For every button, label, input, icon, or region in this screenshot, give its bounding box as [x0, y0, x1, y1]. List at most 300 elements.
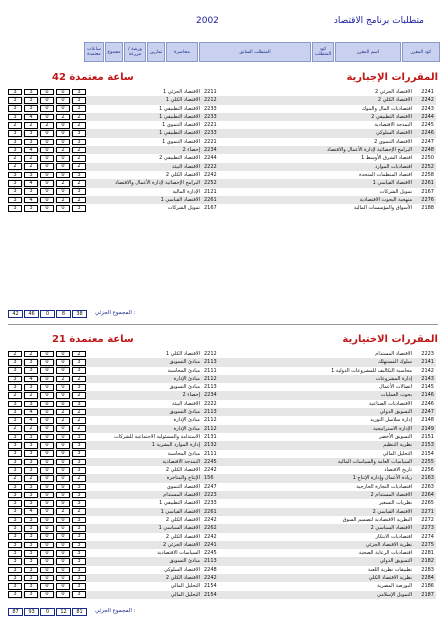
hours-cell: 3 [24, 434, 38, 441]
prereq-code: 2154 [204, 583, 217, 590]
hours-cell: 0 [56, 575, 70, 582]
hours-cell: 2 [8, 392, 22, 399]
hours-cell: 0 [56, 172, 70, 179]
table-row [8, 474, 436, 482]
course-code: 2255 [421, 458, 434, 465]
hours-cell: 0 [40, 508, 54, 515]
course-code: 2275 [421, 541, 434, 548]
course-code: 2154 [421, 450, 434, 457]
hours-cell: 0 [56, 205, 70, 212]
table-row [8, 524, 436, 532]
hours-cell: 3 [8, 197, 22, 204]
course-name: اقتصاديات الرعاية الصحية [358, 550, 412, 557]
course-code: 2182 [421, 558, 434, 565]
prereq-name: الاقتصاد المستدام [163, 492, 200, 499]
hours-cell: 3 [24, 367, 38, 374]
hours-cell: 2 [8, 155, 22, 162]
prereq-code: 2112 [204, 417, 217, 424]
prereq-code: 2262 [204, 525, 217, 532]
hours-cell: 2 [72, 114, 86, 121]
table-row [8, 138, 436, 146]
hours-cell: 4 [24, 508, 38, 515]
hours-cell: 0 [40, 351, 54, 358]
prereq-code: 156 [204, 475, 214, 482]
hours-cell: 0 [56, 492, 70, 499]
prereq-name: الإنتاج والمتاجرة [166, 475, 200, 482]
hours-cell: 3 [72, 517, 86, 524]
hours-cell: 3 [24, 359, 38, 366]
hours-cell: 3 [24, 450, 38, 457]
hours-cell: 2 [56, 508, 70, 515]
course-code: 2272 [421, 516, 434, 523]
elective-credits-label: ساعة معتمدة [69, 334, 134, 345]
prereq-name: الإدارة المالية [172, 188, 200, 195]
prereq-name: مبادئ التسويق [169, 384, 200, 391]
table-row [8, 458, 436, 466]
hours-cell: 3 [24, 384, 38, 391]
hours-cell: 3 [8, 484, 22, 491]
prereq-code: 2247 [204, 483, 217, 490]
prereq-name: إحصاء 2 [182, 147, 200, 154]
hours-cell: 2 [8, 351, 22, 358]
prereq-code: 2113 [204, 384, 217, 391]
table-row [8, 204, 436, 212]
prereq-code: 2121 [204, 188, 217, 195]
course-code: 2283 [421, 566, 434, 573]
elective-credits-number: 21 [52, 334, 66, 345]
table-row [8, 516, 436, 524]
hours-cell: 0 [56, 163, 70, 170]
hours-cell: 0 [40, 500, 54, 507]
course-code: 2163 [421, 475, 434, 482]
course-code: 2263 [421, 483, 434, 490]
hours-cell: 0 [56, 583, 70, 590]
course-name: اقتصاديات الموارد [374, 163, 412, 170]
prereq-code: 2244 [204, 155, 217, 162]
hours-cell: 3 [8, 467, 22, 474]
prereq-code: 2131 [204, 433, 217, 440]
hours-cell: 3 [24, 188, 38, 195]
prereq-code: 2212 [204, 97, 217, 104]
hours-cell: 3 [8, 525, 22, 532]
hours-cell: 3 [8, 188, 22, 195]
hours-cell: 0 [56, 359, 70, 366]
hours-cell: 0 [56, 542, 70, 549]
hours-cell: 0 [40, 492, 54, 499]
table-row [8, 350, 436, 358]
table-row [8, 441, 436, 449]
column-header-prereq-name: المتطلب السابق [199, 42, 311, 62]
prereq-name: مبادئ التسويق [169, 359, 200, 366]
hours-cell: 0 [40, 550, 54, 557]
hours-cell: 3 [72, 89, 86, 96]
course-name: السياسات العامة والسياسات المالية [337, 458, 412, 465]
hours-cell: 3 [24, 139, 38, 146]
course-name: إدارة المشروعات [375, 375, 412, 382]
course-code: 2265 [421, 500, 434, 507]
column-header-credit-hours: ساعات معتمدة [84, 42, 104, 62]
hours-cell: 3 [8, 205, 22, 212]
table-row [8, 121, 436, 129]
hours-cell: 0 [56, 450, 70, 457]
course-code: 2188 [421, 205, 434, 212]
table-row [8, 574, 436, 582]
hours-cell: 3 [24, 525, 38, 532]
elective-credits [52, 334, 134, 345]
course-code: 2261 [421, 180, 434, 187]
prereq-code: 2233 [204, 130, 217, 137]
course-code: 2258 [421, 171, 434, 178]
hours-cell: 3 [24, 459, 38, 466]
hours-cell: 0 [56, 442, 70, 449]
prereq-name: الاقتصاد الكلي 1 [165, 351, 200, 357]
table-row [8, 533, 436, 541]
hours-cell: 3 [24, 533, 38, 540]
course-code: 2247 [421, 409, 434, 416]
table-row [8, 466, 436, 474]
course-name: التمويل الإسلامي [377, 591, 412, 598]
hours-cell: 3 [24, 591, 38, 598]
hours-cell: 0 [40, 475, 54, 482]
hours-cell: 3 [8, 147, 22, 154]
prereq-name: الاقتصاد التطبيقي 1 [159, 105, 200, 112]
hours-cell: 2 [56, 147, 70, 154]
prereq-code: 2233 [204, 113, 217, 120]
course-name: الاقتصاد القياسي 1 [372, 180, 412, 187]
course-code: 2284 [421, 575, 434, 582]
course-name: البرامج الإحصائية لإدارة الأعمال والاقتصاد [326, 147, 412, 154]
hours-cell: 3 [72, 139, 86, 146]
hours-cell: 0 [56, 459, 70, 466]
prereq-code: 2211 [204, 89, 217, 95]
hours-cell: 4 [24, 147, 38, 154]
column-header-bar [38, 42, 440, 62]
course-name: الاقتصاد المستدام [375, 351, 412, 357]
prereq-name: مبادئ الإدارة [173, 417, 200, 424]
prereq-code: 2112 [204, 425, 217, 432]
prereq-code: 2245 [204, 550, 217, 557]
hours-cell: 3 [72, 550, 86, 557]
course-code: 2142 [421, 367, 434, 374]
hours-cell: 0 [40, 409, 54, 416]
prereq-name: تمويل الشركات [167, 205, 200, 212]
hours-cell: 0 [40, 517, 54, 524]
hours-cell: 0 [56, 384, 70, 391]
hours-cell: 2 [72, 409, 86, 416]
prereq-code: 2132 [204, 442, 217, 449]
prereq-name: الاقتصاد التطبيقي 1 [159, 500, 200, 507]
hours-cell: 3 [8, 359, 22, 366]
course-name: البورصة المصرية [377, 583, 412, 590]
hours-cell: 3 [72, 467, 86, 474]
prereq-name: الاقتصاد التطبيقي 2 [159, 155, 200, 162]
prereq-code: 2242 [204, 467, 217, 474]
hours-cell: 3 [24, 130, 38, 137]
course-name: ريادة الأعمال وإدارة الإنتاج 1 [352, 475, 412, 482]
hours-cell: 0 [40, 197, 54, 204]
hours-cell: 0 [40, 459, 54, 466]
prereq-name: مبادئ الإدارة [173, 375, 200, 382]
table-row [8, 375, 436, 383]
prereq-name: الاقتصاد الجزئي 2 [162, 541, 200, 548]
prereq-code: 2242 [204, 516, 217, 523]
hours-cell: 0 [56, 567, 70, 574]
hours-cell: 3 [8, 409, 22, 416]
subtotal-value: 0 [40, 310, 55, 318]
prereq-name: الاقتصاد الجزئي 1 [162, 89, 200, 95]
hours-cell: 0 [40, 442, 54, 449]
hours-cell: 3 [24, 575, 38, 582]
hours-cell: 0 [40, 525, 54, 532]
hours-cell: 0 [56, 155, 70, 162]
hours-cell: 3 [8, 139, 22, 146]
course-name: الاقتصاد التطبيقي 2 [371, 113, 412, 120]
course-code: 2271 [421, 508, 434, 515]
prereq-code: 2222 [204, 400, 217, 407]
table-row [8, 196, 436, 204]
hours-cell: 2 [40, 122, 54, 129]
prereq-code: 2261 [204, 508, 217, 515]
hours-cell: 0 [56, 434, 70, 441]
prereq-name: الاقتصاد الكلي 2 [165, 467, 200, 474]
hours-cell: 3 [8, 401, 22, 408]
hours-cell: 0 [40, 89, 54, 96]
hours-cell: 0 [40, 139, 54, 146]
hours-cell: 3 [8, 376, 22, 383]
hours-cell: 3 [72, 434, 86, 441]
table-row [8, 400, 436, 408]
hours-cell: 0 [40, 114, 54, 121]
course-code: 2246 [421, 400, 434, 407]
subtotal-value: 42 [8, 310, 23, 318]
course-code: 2223 [421, 351, 434, 357]
hours-cell: 3 [72, 130, 86, 137]
course-name: الاقتصاد الجزئي 2 [374, 89, 412, 95]
hours-cell: 2 [8, 122, 22, 129]
elective-subtotal-row [0, 608, 446, 617]
prereq-code: 2248 [204, 566, 217, 573]
prereq-code: 2245 [204, 458, 217, 465]
hours-cell: 3 [72, 558, 86, 565]
course-code: 2246 [421, 130, 434, 137]
hours-cell: 0 [56, 367, 70, 374]
course-code: 2167 [421, 188, 434, 195]
hours-cell: 3 [8, 434, 22, 441]
table-row [8, 582, 436, 590]
prereq-code: 2222 [204, 163, 217, 170]
prereq-name: الاقتصاد البيئة [172, 400, 200, 407]
hours-cell: 0 [40, 558, 54, 565]
table-row [8, 383, 436, 391]
hours-cell: 3 [72, 442, 86, 449]
course-code: 2276 [421, 196, 434, 203]
prereq-code: 2234 [204, 392, 217, 399]
course-code: 2247 [421, 138, 434, 145]
course-name: بحوث العمليات [380, 392, 412, 399]
table-row [8, 425, 436, 433]
prereq-name: الاقتصاد السلوكي [164, 566, 200, 573]
prereq-name: السياسات الاقتصادية [157, 550, 200, 557]
hours-cell: 3 [72, 500, 86, 507]
hours-cell: 3 [8, 97, 22, 104]
elective-section-title: المقررات الاختيارية [342, 334, 438, 345]
hours-cell: 3 [24, 484, 38, 491]
table-row [8, 450, 436, 458]
course-name: الأسواق والمؤسسات المالية [353, 205, 412, 212]
hours-cell: 0 [56, 517, 70, 524]
hours-cell: 3 [24, 97, 38, 104]
hours-cell: 3 [24, 401, 38, 408]
course-name: اقتصاديات المال والبنوك [361, 105, 412, 112]
hours-cell: 3 [24, 583, 38, 590]
hours-cell: 3 [24, 89, 38, 96]
mandatory-subtotal-label: المجموع الجزئي : [95, 310, 136, 316]
hours-cell: 0 [40, 484, 54, 491]
prereq-name: إدارة الموارد البشرية 1 [151, 442, 200, 449]
subtotal-value: 8 [56, 310, 71, 318]
course-code: 2146 [421, 392, 434, 399]
prereq-name: الاقتصاد الكلي 2 [165, 533, 200, 540]
prereq-name: مبادئ المحاسبة [167, 450, 200, 457]
hours-cell: 2 [72, 351, 86, 358]
hours-cell: 3 [24, 105, 38, 112]
hours-cell: 4 [24, 197, 38, 204]
course-code: 2245 [421, 122, 434, 129]
hours-cell: 2 [72, 180, 86, 187]
course-code: 2256 [421, 467, 434, 474]
course-name: الاقتصاد القياسي 2 [372, 508, 412, 515]
prereq-code: 2154 [204, 591, 217, 598]
hours-cell: 0 [40, 450, 54, 457]
section-divider [8, 324, 438, 325]
course-code: 2153 [421, 442, 434, 449]
hours-cell: 4 [24, 376, 38, 383]
hours-cell: 0 [56, 591, 70, 598]
prereq-name: الاقتصاد القياسي 1 [160, 508, 200, 515]
prereq-code: 2223 [204, 492, 217, 499]
prereq-name: الاقتصاد التطبيقي 1 [159, 113, 200, 120]
subtotal-value: 0 [40, 608, 55, 616]
hours-cell: 0 [56, 401, 70, 408]
hours-cell: 0 [40, 384, 54, 391]
subtotal-value: 87 [8, 608, 23, 616]
prereq-name: الاقتصاد التنموي 1 [162, 138, 200, 145]
hours-cell: 3 [24, 500, 38, 507]
hours-cell: 0 [56, 130, 70, 137]
table-row [8, 491, 436, 499]
prereq-name: مبادئ التسويق [169, 558, 200, 565]
table-row [8, 129, 436, 137]
course-name: اتصالات الأعمال [378, 384, 412, 391]
prereq-code: 2252 [204, 180, 217, 187]
course-name: نظريات التسعير [378, 500, 412, 507]
hours-cell: 3 [24, 205, 38, 212]
prereq-name: البرامج الإحصائية لإدارة الأعمال والاقتصاد [114, 180, 200, 187]
hours-cell: 3 [24, 550, 38, 557]
course-name: الاقتصاديات الصناعية [369, 400, 412, 407]
hours-cell: 2 [8, 163, 22, 170]
hours-cell: 0 [56, 392, 70, 399]
hours-cell: 2 [24, 163, 38, 170]
subtotal-value: 46 [24, 310, 39, 318]
hours-cell: 0 [56, 525, 70, 532]
page-header [0, 16, 446, 32]
hours-cell: 0 [40, 434, 54, 441]
hours-cell: 2 [72, 155, 86, 162]
hours-cell: 3 [72, 401, 86, 408]
hours-cell: 2 [72, 122, 86, 129]
hours-cell: 0 [40, 155, 54, 162]
prereq-code: 2167 [204, 205, 217, 212]
hours-cell: 3 [72, 484, 86, 491]
hours-cell: 3 [72, 567, 86, 574]
program-title: متطلبات برنامج الاقتصاد [333, 16, 424, 26]
hours-cell: 3 [72, 525, 86, 532]
prereq-name: الاقتصاد التنموي [166, 483, 200, 490]
table-row [8, 163, 436, 171]
hours-cell: 0 [56, 467, 70, 474]
hours-cell: 2 [72, 425, 86, 432]
hours-cell: 3 [24, 558, 38, 565]
hours-cell: 0 [40, 542, 54, 549]
hours-cell: 3 [24, 172, 38, 179]
hours-cell: 0 [56, 533, 70, 540]
course-name: نظرية الاقتصاد الكلي [368, 575, 412, 582]
hours-cell: 3 [8, 367, 22, 374]
course-code: 2281 [421, 550, 434, 557]
hours-cell: 3 [8, 542, 22, 549]
hours-cell: 3 [8, 172, 22, 179]
hours-cell: 4 [24, 417, 38, 424]
prereq-code: 2111 [204, 450, 217, 457]
course-name: تطبيقات نظرية اللعبة [368, 566, 412, 573]
hours-cell: 3 [72, 492, 86, 499]
hours-cell: 0 [56, 550, 70, 557]
prereq-name: الاقتصاد القياسي 1 [160, 196, 200, 203]
hours-cell: 3 [8, 442, 22, 449]
course-code: 2143 [421, 375, 434, 382]
hours-cell: 0 [56, 500, 70, 507]
prereq-code: 2221 [204, 122, 217, 129]
prereq-name: النمذجة الاقتصادية [162, 458, 200, 465]
column-header-workshop: ورشة / مزرعة [124, 42, 146, 62]
table-row [8, 113, 436, 121]
hours-cell: 3 [8, 459, 22, 466]
hours-cell: 2 [72, 376, 86, 383]
hours-cell: 3 [24, 542, 38, 549]
hours-cell: 3 [72, 384, 86, 391]
hours-cell: 3 [8, 517, 22, 524]
table-row [8, 179, 436, 187]
hours-cell: 2 [24, 351, 38, 358]
table-row [8, 557, 436, 565]
prereq-name: الاقتصاد الكلي 2 [165, 516, 200, 523]
hours-cell: 0 [56, 425, 70, 432]
table-row [8, 499, 436, 507]
year-label: 2002 [196, 16, 219, 26]
hours-cell: 0 [40, 425, 54, 432]
hours-cell: 0 [40, 105, 54, 112]
hours-cell: 3 [72, 172, 86, 179]
hours-cell: 0 [40, 575, 54, 582]
table-row [8, 591, 436, 599]
course-name: الاقتصاد السياسي 2 [370, 525, 412, 532]
hours-cell: 3 [72, 583, 86, 590]
hours-cell: 0 [56, 97, 70, 104]
hours-cell: 3 [8, 89, 22, 96]
course-code: 2141 [421, 359, 434, 366]
hours-cell: 3 [72, 542, 86, 549]
